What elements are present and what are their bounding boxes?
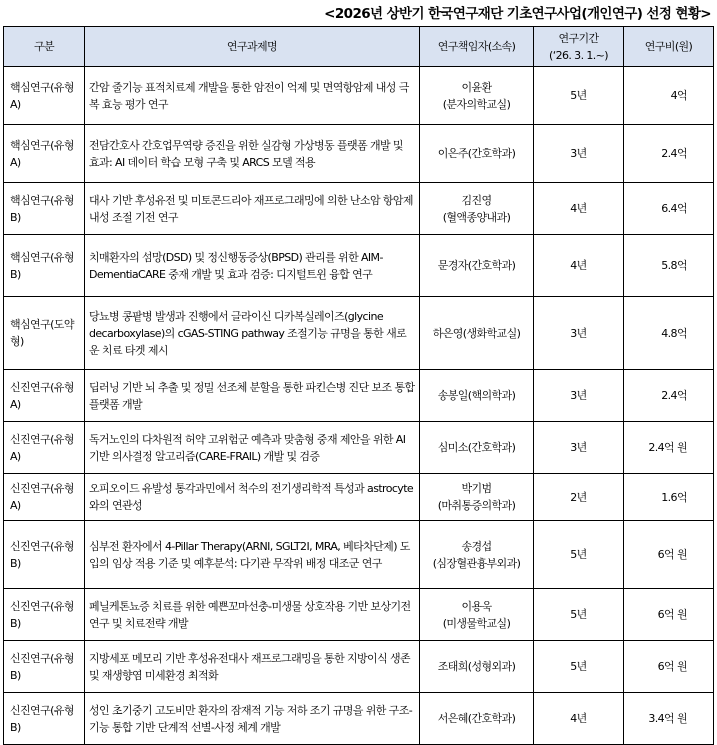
budget-cell: 6억 원 (624, 641, 714, 693)
pi-department: (분자의학교실) (442, 97, 511, 111)
pi-cell (420, 235, 534, 297)
pi-cell (420, 125, 534, 183)
period-cell: 5년 (534, 641, 624, 693)
period-cell: 3년 (534, 125, 624, 183)
budget-cell: 2.4억 원 (624, 422, 714, 474)
period-cell: 3년 (534, 370, 624, 422)
category-cell: 핵심연구(유형A) (4, 67, 85, 125)
project-title-cell: 전담간호사 간호업무역량 증진을 위한 실감형 가상병동 플랫폼 개발 및 효과: AI 데이터 학습 모형 구축 및 ARCS 모델 적용 (85, 125, 420, 183)
pi-name: 송봉일(핵의학과) (437, 389, 516, 402)
header-period (534, 27, 624, 67)
budget-cell: 4.8억 (624, 297, 714, 370)
pi-name: 서은혜(간호학과) (437, 712, 516, 725)
pi-name: 이용욱 (461, 599, 492, 613)
header-period-line2: (‘26. 3. 1.~) (549, 48, 608, 62)
category-cell: 신진연구(유형A) (4, 370, 85, 422)
pi-cell (420, 589, 534, 641)
header-pi: 연구책임자(소속) (420, 27, 534, 67)
pi-cell (420, 422, 534, 474)
header-category: 구분 (4, 27, 85, 67)
pi-department: (심장혈관흉부외과) (432, 556, 521, 570)
budget-cell: 3.4억 원 (624, 693, 714, 745)
table-row (4, 521, 714, 589)
table-row (4, 183, 714, 235)
category-cell: 핵심연구(도약형) (4, 297, 85, 370)
budget-cell: 4억 (624, 67, 714, 125)
header-budget: 연구비(원) (624, 27, 714, 67)
period-cell: 5년 (534, 589, 624, 641)
category-cell: 핵심연구(유형B) (4, 235, 85, 297)
category-cell: 신진연구(유형B) (4, 693, 85, 745)
pi-name: 이윤환 (461, 80, 492, 94)
table-row (4, 67, 714, 125)
budget-cell: 2.4억 (624, 125, 714, 183)
pi-cell (420, 521, 534, 589)
pi-cell (420, 67, 534, 125)
pi-cell (420, 370, 534, 422)
category-cell: 핵심연구(유형B) (4, 183, 85, 235)
category-cell: 신진연구(유형B) (4, 589, 85, 641)
table-row (4, 297, 714, 370)
pi-name: 송경섭 (461, 539, 492, 553)
budget-cell: 5.8억 (624, 235, 714, 297)
period-cell: 4년 (534, 183, 624, 235)
header-period-line1: 연구기간 (558, 31, 599, 45)
table-row (4, 693, 714, 745)
period-cell: 3년 (534, 297, 624, 370)
pi-name: 박기범 (461, 482, 492, 495)
table-row (4, 422, 714, 474)
period-cell: 4년 (534, 693, 624, 745)
period-cell: 4년 (534, 235, 624, 297)
project-title-cell: 페닐케톤뇨증 치료를 위한 예쁜꼬마선충-미생물 상호작용 기반 보상기전 연구 및 치료전략 개발 (85, 589, 420, 641)
period-cell: 5년 (534, 521, 624, 589)
pi-name: 심미소(간호학과) (437, 441, 516, 454)
project-title-cell: 독거노인의 다차원적 허약 고위험군 예측과 맞춤형 중재 제안을 위한 AI 기반 의사결정 알고리즘(CARE-FRAIL) 개발 및 검증 (85, 422, 420, 474)
category-cell: 신진연구(유형B) (4, 641, 85, 693)
category-cell: 핵심연구(유형A) (4, 125, 85, 183)
project-title-cell: 오피오이드 유발성 통각과민에서 척수의 전기생리학적 특성과 astrocyte와의 연관성 (85, 474, 420, 521)
budget-cell: 6.4억 (624, 183, 714, 235)
selection-table (3, 26, 714, 745)
project-title-cell: 대사 기반 후성유전 및 미토콘드리아 재프로그래밍에 의한 난소암 항암제 내성 조절 기전 연구 (85, 183, 420, 235)
project-title-cell: 당뇨병 콩팥병 발생과 진행에서 글라이신 디카복실레이즈(glycine decarboxylase)의 cGAS-STING pathway 조절기능 규명을 통한 새로운 치료 타겟 제시 (85, 297, 420, 370)
category-cell: 신진연구(유형B) (4, 521, 85, 589)
budget-cell: 6억 원 (624, 521, 714, 589)
header-project: 연구과제명 (85, 27, 420, 67)
document-title: <2026년 상반기 한국연구재단 기초연구사업(개인연구) 선정 현황> (324, 6, 711, 22)
budget-cell: 1.6억 (624, 474, 714, 521)
period-cell: 5년 (534, 67, 624, 125)
category-cell: 신진연구(유형A) (4, 422, 85, 474)
pi-department: (마취통증의학과) (437, 499, 516, 512)
period-cell: 2년 (534, 474, 624, 521)
table-row (4, 370, 714, 422)
table-row (4, 641, 714, 693)
pi-name: 이은주(간호학과) (437, 147, 516, 160)
table-row (4, 589, 714, 641)
period-cell: 3년 (534, 422, 624, 474)
pi-name: 조태희(성형외과) (437, 660, 516, 673)
pi-cell (420, 474, 534, 521)
table-row (4, 474, 714, 521)
pi-name: 김진영 (461, 193, 492, 207)
pi-department: (미생물학교실) (442, 616, 511, 630)
pi-cell (420, 297, 534, 370)
project-title-cell: 성인 초기중기 고도비만 환자의 잠재적 기능 저하 조기 규명을 위한 구조-기능 통합 기반 단계적 선별-사정 체계 개발 (85, 693, 420, 745)
pi-cell (420, 693, 534, 745)
project-title-cell: 심부전 환자에서 4-Pillar Therapy(ARNI, SGLT2I, MRA, 베타차단제) 도입의 임상 적용 기준 및 예후분석: 다기관 무작위 배정 대조군 연구 (85, 521, 420, 589)
table-row (4, 235, 714, 297)
pi-name: 문경자(간호학과) (437, 259, 516, 272)
project-title-cell: 딥러닝 기반 뇌 추출 및 정밀 선조체 분할을 통한 파킨슨병 진단 보조 통합 플랫폼 개발 (85, 370, 420, 422)
project-title-cell: 지방세포 메모리 기반 후성유전대사 재프로그래밍을 통한 지방이식 생존 및 재생향염 미세환경 최적화 (85, 641, 420, 693)
table-header-row (4, 27, 714, 67)
pi-cell (420, 641, 534, 693)
category-cell: 신진연구(유형A) (4, 474, 85, 521)
pi-department: (혈액종양내과) (442, 210, 511, 224)
budget-cell: 2.4억 (624, 370, 714, 422)
pi-cell (420, 183, 534, 235)
project-title-cell: 치매환자의 섬망(DSD) 및 정신행동증상(BPSD) 관리를 위한 AIM-DementiaCARE 중재 개발 및 효과 검증: 디지털트윈 융합 연구 (85, 235, 420, 297)
pi-name: 하은영(생화학교실) (432, 326, 521, 340)
project-title-cell: 간암 줄기능 표적치료제 개발을 통한 암전이 억제 및 면역항암제 내성 극복 효능 평가 연구 (85, 67, 420, 125)
budget-cell: 6억 원 (624, 589, 714, 641)
table-row (4, 125, 714, 183)
